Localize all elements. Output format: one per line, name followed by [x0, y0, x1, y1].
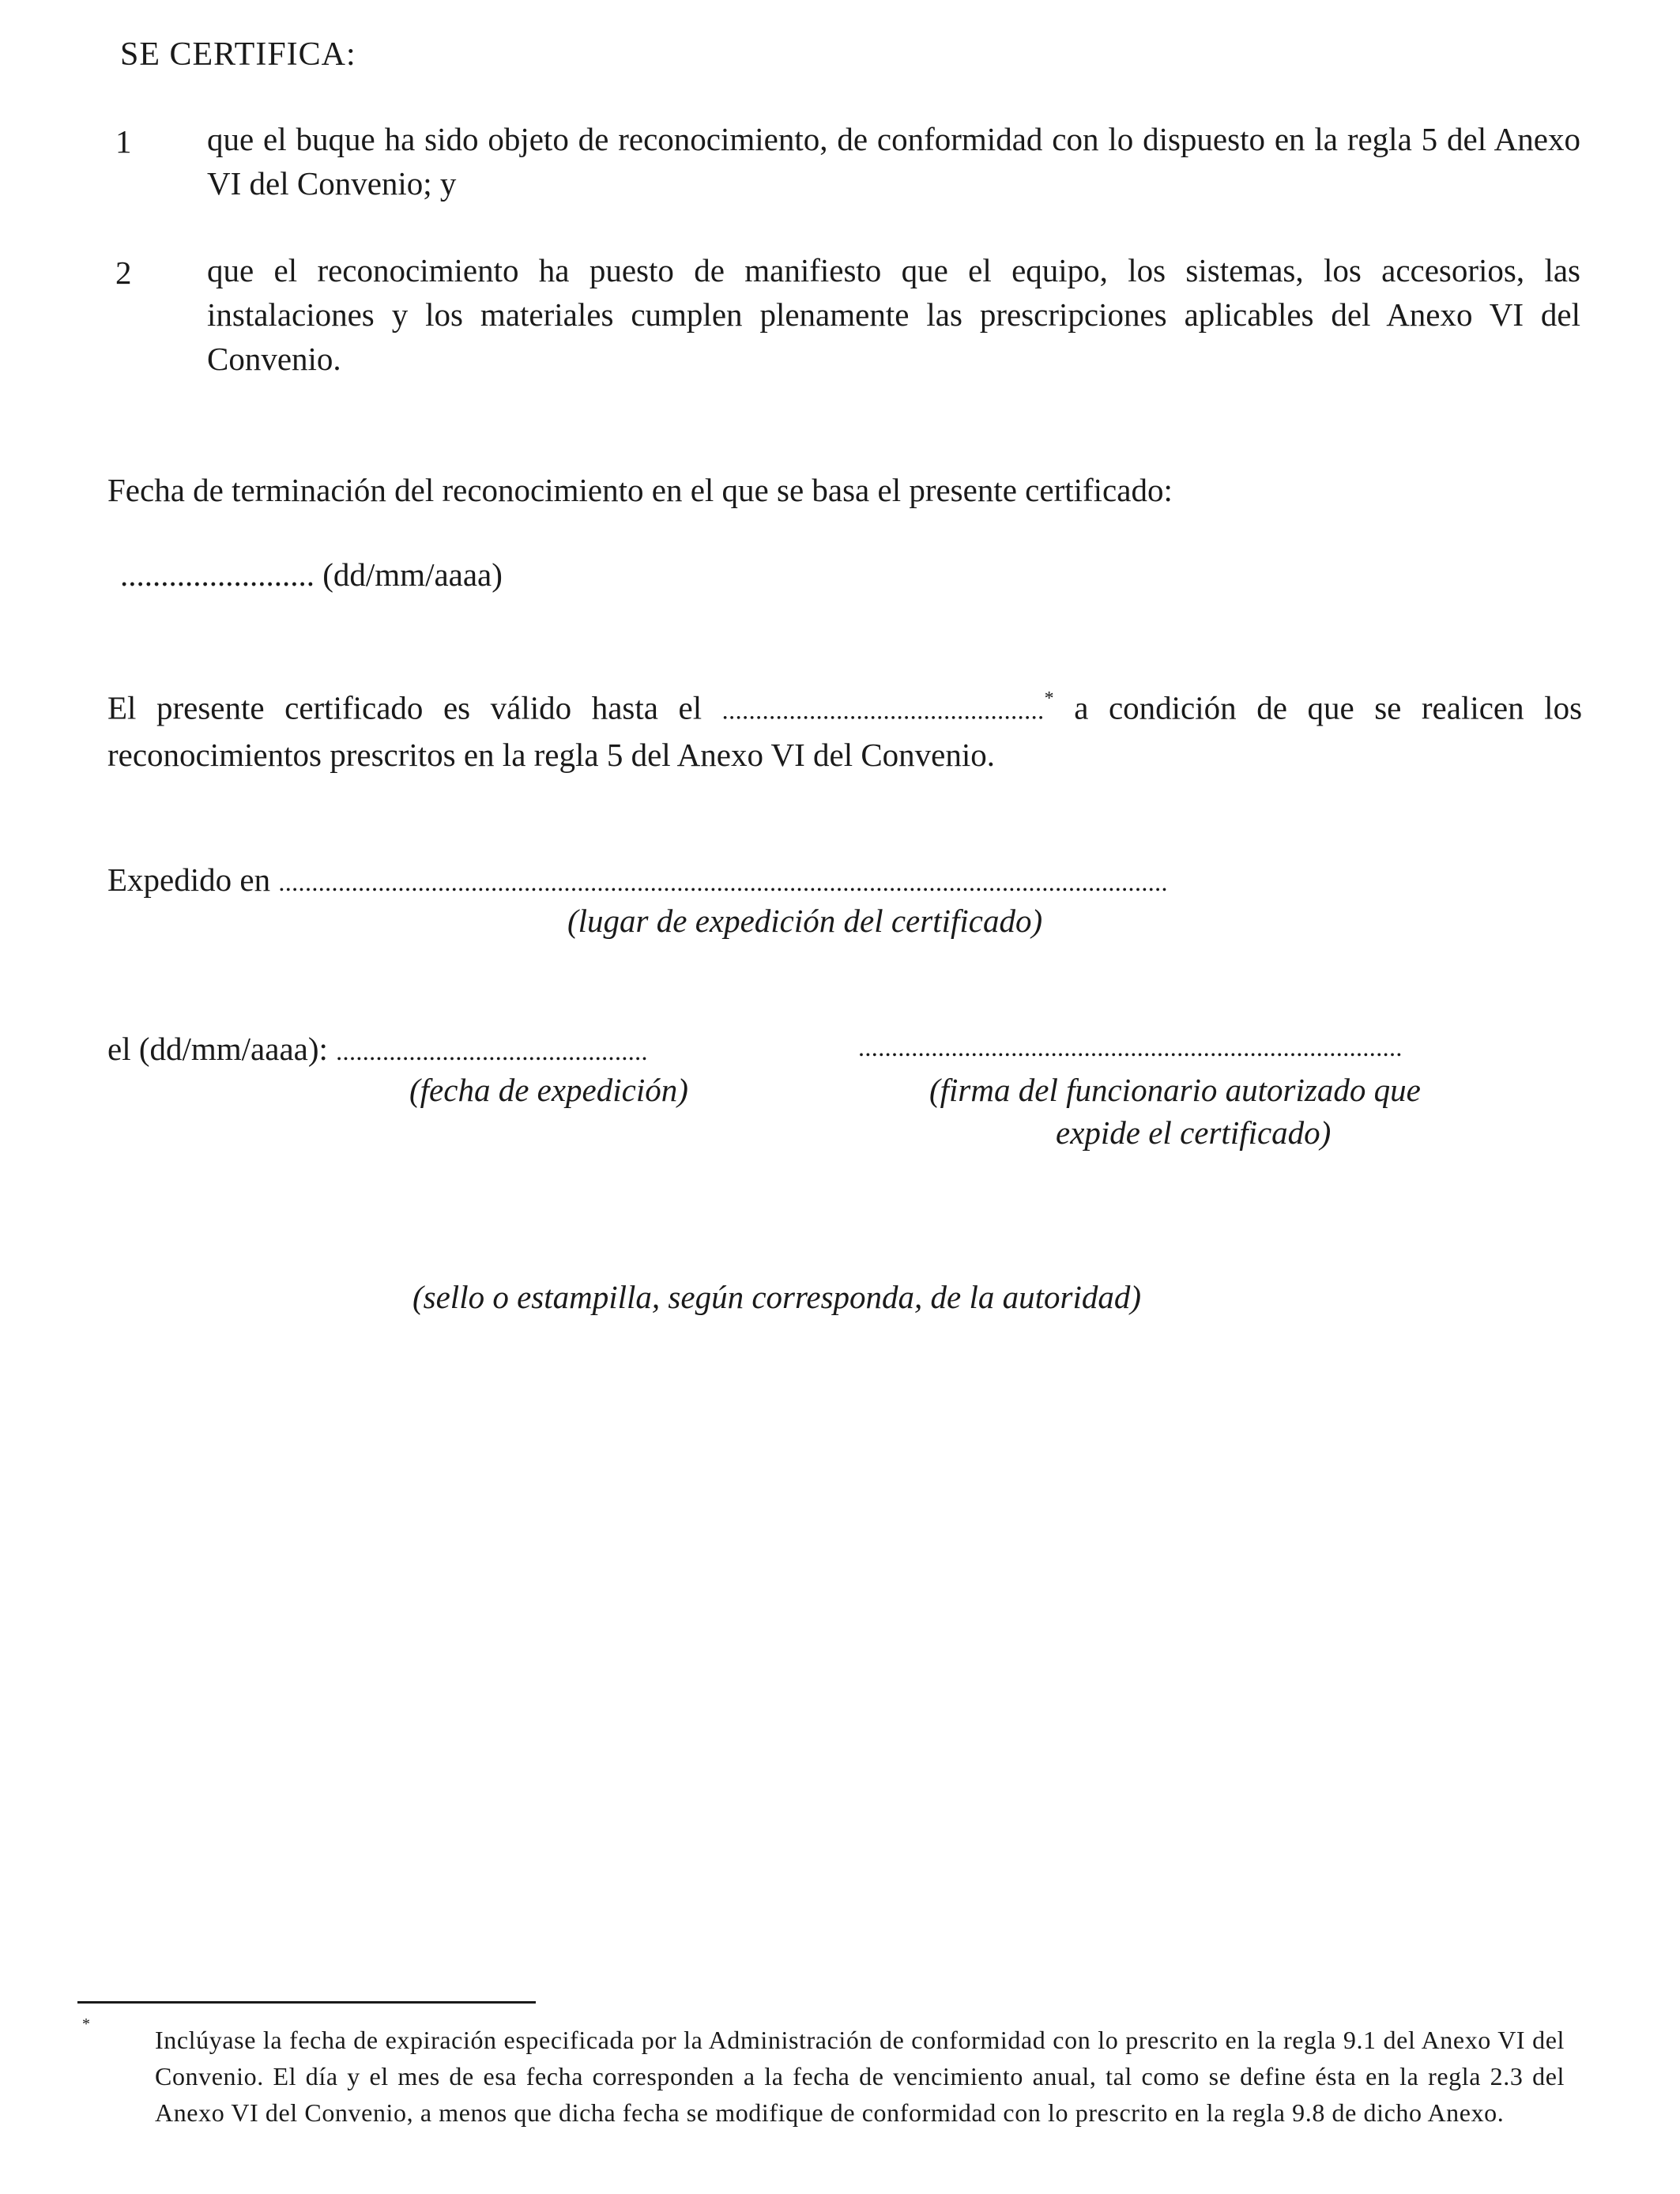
issued-place-caption: (lugar de expedición del certificado) [567, 903, 1043, 939]
validity-date-dots[interactable]: ................................................ [721, 696, 1045, 725]
issued-place-dots[interactable]: ...................................................................................................................................... [278, 868, 1168, 896]
issue-date-caption: (fecha de expedición) [409, 1072, 688, 1108]
page-heading: SE CERTIFICA: [120, 36, 356, 73]
issue-date-dots[interactable]: ............................................... [336, 1037, 648, 1065]
completion-label: Fecha de terminación del reconocimiento en el que se basa el presente certificado: [107, 472, 1173, 508]
signature-dots[interactable]: .................................................................................. [858, 1033, 1403, 1061]
item-number-2: 2 [115, 254, 132, 291]
issue-date-label: el (dd/mm/aaaa): [107, 1031, 328, 1067]
validity-paragraph [107, 680, 1582, 777]
footnote-divider [77, 2001, 536, 2004]
validity-text-after: a condición de que se realicen los reconocimientos prescritos en la regla 5 del Anexo VI del Convenio. [107, 689, 1583, 773]
item-text-2: que el reconocimiento ha puesto de manifiesto que el equipo, los sistemas, los accesorios, las instalaciones y los materiales cumplen plenamente las prescripciones aplicables del Anexo VI del Convenio. [207, 252, 1580, 377]
footnote-text: Inclúyase la fecha de expiración especificada por la Administración de conformidad con lo prescrito en la regla 9.1 del Anexo VI del Convenio. El día y el mes de esa fecha corresponden a la fecha de vencimiento anual, tal como se define ésta en la regla 2.3 del Anexo VI del Convenio, a menos que dicha fecha se modifique de conformidad con lo prescrito en la regla 9.8 de dicho Anexo. [155, 2026, 1565, 2127]
validity-text-before: El presente certificado es válido hasta el [107, 689, 703, 726]
completion-date-dots: ........................ [120, 556, 315, 593]
seal-caption: (sello o estampilla, según corresponda, de la autoridad) [412, 1279, 1142, 1315]
issue-date-line [107, 1027, 648, 1070]
issued-line [107, 858, 1168, 901]
validity-footnote-mark: * [1044, 688, 1054, 709]
signature-caption-line1: (firma del funcionario autorizado que [929, 1072, 1421, 1108]
issued-label: Expedido en [107, 861, 271, 898]
completion-date-format: (dd/mm/aaaa) [322, 556, 503, 593]
signature-caption-line2: expide el certificado) [1056, 1114, 1332, 1151]
item-text-1: que el buque ha sido objeto de reconocimiento, de conformidad con lo dispuesto en la regla 5 del Anexo VI del Convenio; y [207, 121, 1580, 202]
completion-date-line[interactable] [120, 553, 503, 596]
item-number-1: 1 [115, 123, 132, 160]
footnote-mark: * [82, 2015, 90, 2033]
